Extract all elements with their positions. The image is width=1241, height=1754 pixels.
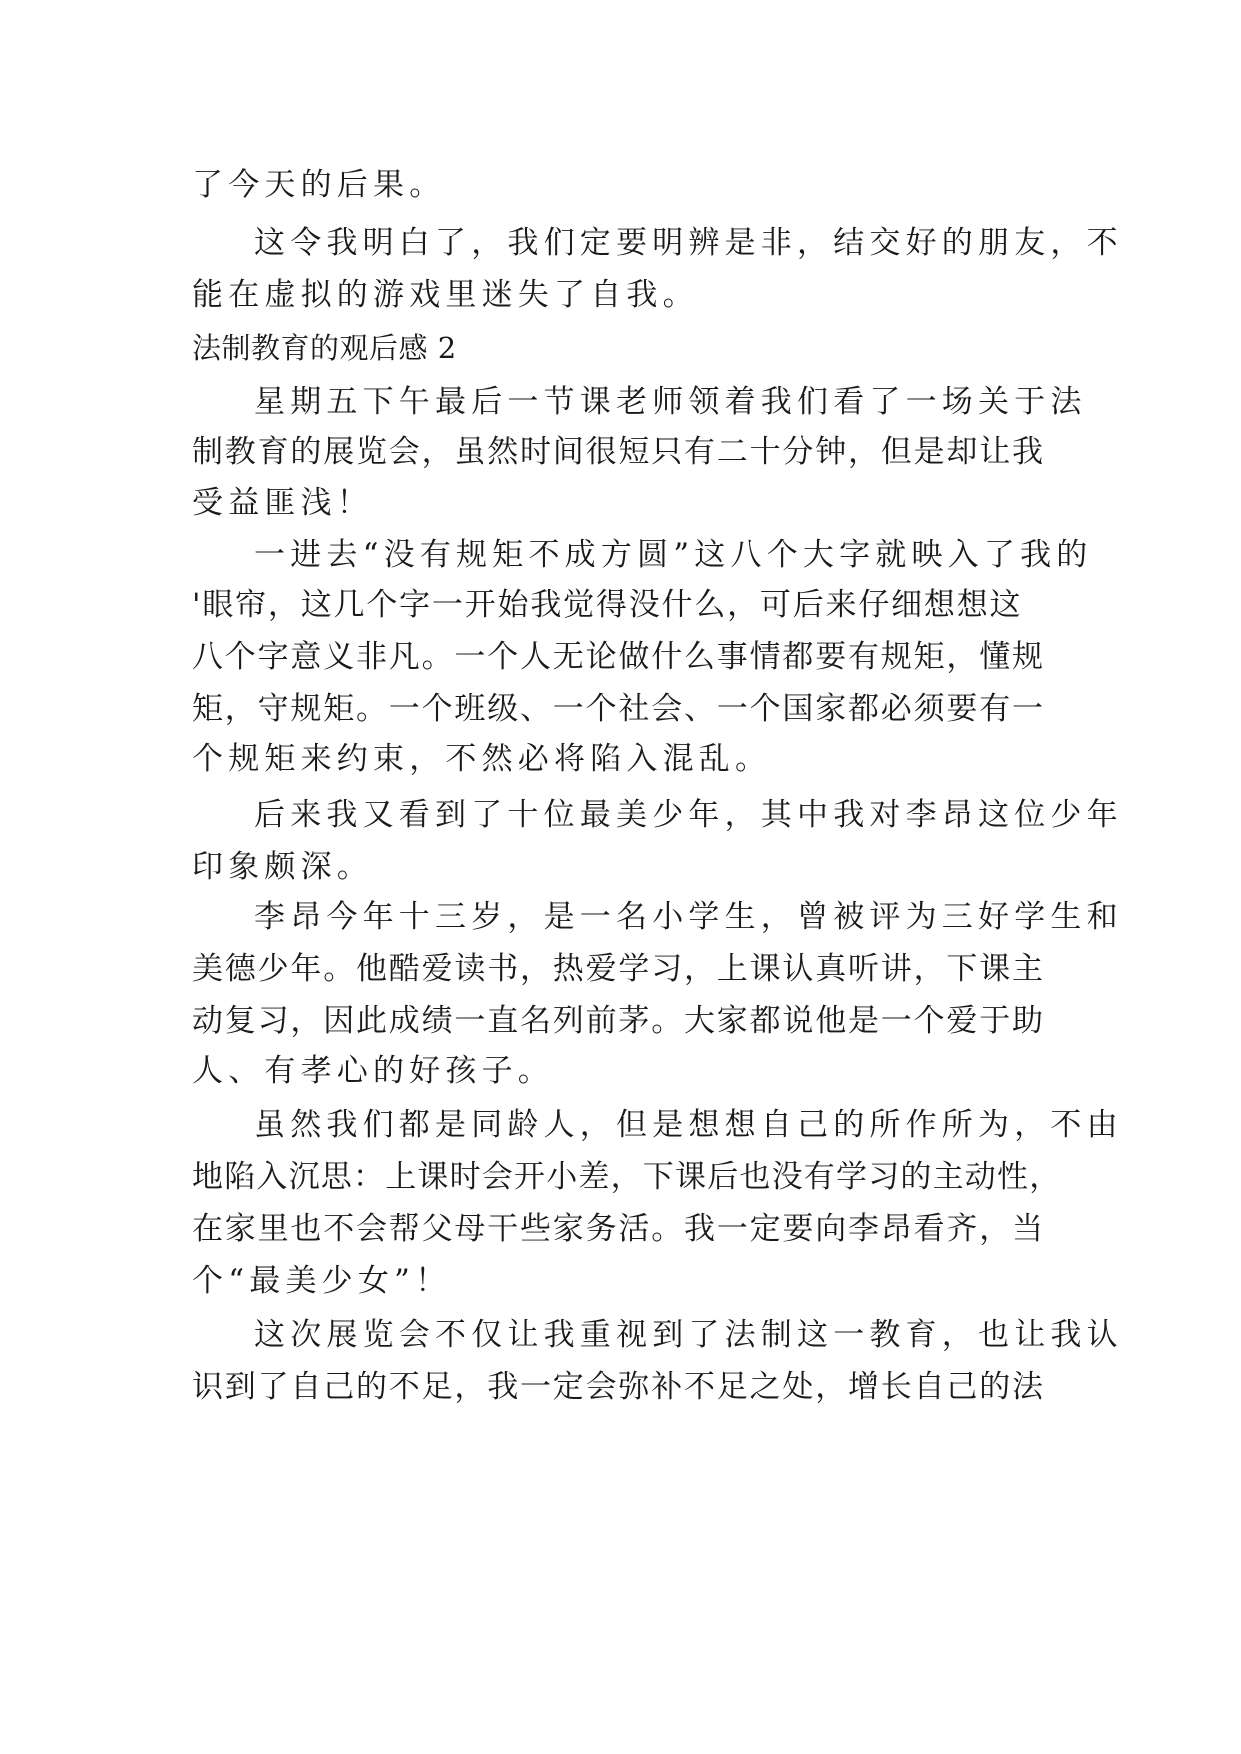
- text-line: 动复习，因此成绩一直名列前茅。大家都说他是一个爱于助: [192, 1003, 1045, 1039]
- text-line: 地陷入沉思：上课时会开小差，下课后也没有学习的主动性，: [192, 1159, 1062, 1195]
- text-line: 能在虚拟的游戏里迷失了自我。: [192, 277, 699, 313]
- text-line: 后来我又看到了十位最美少年，其中我对李昂这位少年: [254, 797, 1123, 833]
- text-line: 矩，守规矩。一个班级、一个社会、一个国家都必须要有一: [192, 691, 1045, 727]
- text-line: 人、有孝心的好孩子。: [192, 1053, 554, 1089]
- text-line: 个规矩来约束，不然必将陷入混乱。: [192, 741, 772, 777]
- text-line: 这次展览会不仅让我重视到了法制这一教育，也让我认: [254, 1317, 1123, 1353]
- text-line: '眼帘，这几个字一开始我觉得没什么，可后来仔细想想这: [192, 587, 1023, 623]
- text-line: 了今天的后果。: [192, 167, 446, 203]
- text-line: 虽然我们都是同龄人，但是想想自己的所作所为，不由: [254, 1107, 1123, 1143]
- text-line: 这令我明白了，我们定要明辨是非，结交好的朋友，不: [254, 225, 1123, 261]
- text-line: 受益匪浅！: [192, 485, 373, 521]
- text-line: 识到了自己的不足，我一定会弥补不足之处，增长自己的法: [192, 1369, 1045, 1405]
- text-line: 美德少年。他酷爱读书，热爱学习，上课认真听讲，下课主: [192, 951, 1045, 987]
- text-line: 星期五下午最后一节课老师领着我们看了一场关于法: [254, 384, 1087, 420]
- text-line: 在家里也不会帮父母干些家务活。我一定要向李昂看齐，当: [192, 1211, 1045, 1247]
- text-line: 八个字意义非凡。一个人无论做什么事情都要有规矩，懂规: [192, 639, 1045, 675]
- section-title: 法制教育的观后感 2: [192, 331, 457, 365]
- text-line: 李昂今年十三岁，是一名小学生，曾被评为三好学生和: [254, 899, 1123, 935]
- text-line: 个“最美少女”！: [192, 1263, 452, 1299]
- text-line: 制教育的展览会，虽然时间很短只有二十分钟，但是却让我: [192, 434, 1045, 470]
- text-line: 一进去“没有规矩不成方圆”这八个大字就映入了我的: [254, 537, 1093, 573]
- text-line: 印象颇深。: [192, 849, 373, 885]
